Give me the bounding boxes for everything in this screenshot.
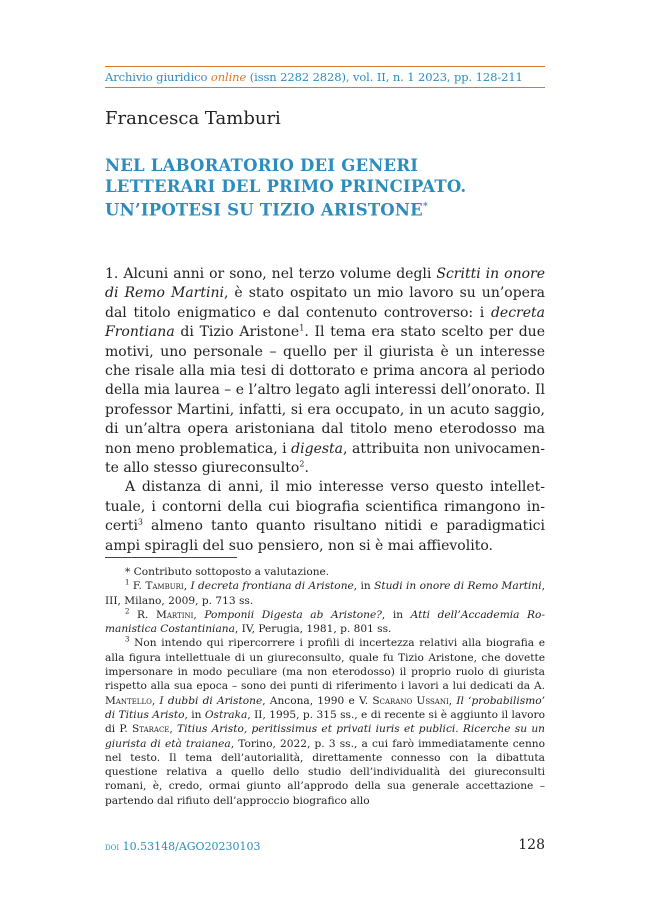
text-run: ,	[151, 694, 160, 707]
text-run: , in	[353, 580, 375, 593]
footnote-2	[105, 608, 545, 637]
article-title	[105, 155, 545, 221]
paragraph-1	[105, 265, 545, 478]
journal-issue: (issn 2282 2828), vol. II, n. 1 2023, pp. 128-211	[246, 70, 523, 84]
footnote-number: 2	[125, 607, 130, 616]
text-run: F.	[129, 580, 146, 593]
text-run: almeno tanto quanto risultano nitidi e paradigmatici ampi spiragli del suo pensiero, non si è mai affievolito.	[105, 518, 545, 554]
text-run: ,	[448, 694, 457, 707]
text-run: . Il tema era stato scelto per due motivi, uno personale – quello per il giurista è un interesse che risale alla mia tesi di dottorato e prima ancora al periodo della mia laurea – e l’altro legato agli interessi dell’onorato. Il professor Martini, infatti, si era occupato, in un acuto saggio, di un’altra opera aristoniana dal titolo meno eterodosso ma non meno problematica, i	[105, 324, 545, 457]
footnote-star	[105, 565, 545, 579]
text-run: .	[304, 460, 309, 477]
author-name: Francesca Tamburi	[105, 108, 281, 129]
header-bottom-rule	[105, 87, 545, 88]
text-run: R.	[129, 608, 156, 621]
paragraph-2	[105, 478, 545, 556]
title-line-3: UN’IPOTESI SU TIZIO ARISTONE	[105, 200, 423, 220]
author-smallcaps: Tamburi	[145, 580, 184, 593]
text-run-italic: decreta Frontiana	[105, 304, 545, 341]
text-run-italic: Scritti in onore di Remo Martini	[105, 266, 545, 302]
title-line-1: NEL LABORATORIO DEI GENERI	[105, 156, 419, 175]
text-run: , II, 1995, p. 315 ss., e di recente si è aggiunto il lavoro di P.	[105, 708, 545, 736]
text-run-italic: Il ‘probabilismo’ di Titius Aristo	[105, 694, 545, 721]
text-run-italic: Ostraka	[204, 708, 248, 721]
footnote-number: 1	[125, 578, 130, 587]
footnote-ref-2[interactable]: 2	[299, 459, 305, 469]
text-run: ,	[169, 723, 178, 736]
footnote-number: 3	[125, 635, 130, 644]
article-body	[105, 265, 545, 556]
doi-value: 10.53148/AGO20230103	[119, 840, 261, 853]
journal-online: online	[210, 70, 247, 84]
text-run: , in	[184, 708, 205, 721]
doi-link[interactable]	[105, 840, 261, 853]
text-run-italic: I dubbi di Aristone	[159, 694, 263, 707]
text-run: , Ancona, 1990 e V.	[262, 694, 373, 707]
footnote-3	[105, 636, 545, 808]
text-run: , è stato ospitato un mio lavoro su un’opera dal titolo enigmatico e dal contenuto controverso: i	[105, 285, 545, 321]
text-run: , Torino, 2022, p. 3 ss., a cui farò immediatamente cenno nel testo. Il tema dell’autorialità, direttamente connesso con la dibattuta questione relativa a quello dello studio dell’individualità dei giureconsulti romani, è, credo, ormai giunto all’approdo della sua generale accettazione – partendo dal rifiuto dell’approccio biografico allo	[105, 737, 545, 807]
text-run: ,	[193, 608, 205, 621]
footnotes	[105, 565, 545, 808]
author-smallcaps: Mantello	[105, 694, 152, 707]
footnote-mark: *	[125, 566, 131, 578]
doi-label: doi	[105, 842, 120, 853]
footnote-text: Contributo sottoposto a valutazione.	[130, 566, 330, 578]
text-run: , in	[381, 608, 411, 621]
footnote-ref-3[interactable]: 3	[137, 517, 144, 527]
text-run-italic: Studi in onore di Remo Martini	[374, 580, 542, 593]
text-run: , attribuita non univocamente allo stesso giureconsulto	[105, 440, 546, 477]
author-smallcaps: Starace	[132, 723, 170, 736]
text-run: Non intendo qui ripercorrere i profili di incertezza relativi alla biografia e alla figura intellettuale di un giureconsulto, quale fu Tizio Aristone, che dovette impersonare in modo peculiare (ma non eterodosso) il proprio ruolo di giurista rispetto alla sua epoca – sono dei punti di riferimento i lavori a lui dedicati da A.	[105, 637, 545, 693]
author-smallcaps: Scarano Ussani	[372, 694, 449, 707]
journal-citation	[105, 70, 545, 84]
text-run: 1. Alcuni anni or sono, nel terzo volume degli	[105, 266, 437, 282]
footnote-1	[105, 579, 545, 608]
text-run: di Tizio Aristone	[174, 324, 300, 341]
footnote-ref-1[interactable]: 1	[299, 323, 305, 333]
journal-name: Archivio giuridico	[105, 70, 211, 84]
author-smallcaps: Martini	[155, 608, 194, 621]
title-note-mark: *	[422, 202, 428, 212]
title-line-2: LETTERARI DEL PRIMO PRINCIPATO.	[105, 177, 467, 196]
text-run: A distanza di anni, il mio interesse verso questo intellettuale, i contorni della cui biografia scientifica rimangono incerti	[105, 479, 545, 535]
text-run-italic: I decreta frontiana di Aristone	[190, 580, 354, 593]
text-run: ,	[183, 580, 191, 593]
text-run: , III, Milano, 2009, p. 713 ss.	[105, 580, 545, 607]
text-run-italic: Atti dell’Accademia Romanistica Costantiniana	[105, 608, 545, 636]
text-run-italic: Titius Aristo, peritissimus et privati iuris et publici. Ricerche su un giurista di età traianea	[105, 723, 545, 750]
text-run-italic: Pomponii Digesta ab Aristone?	[204, 608, 382, 621]
header-top-rule	[105, 66, 545, 67]
text-run-italic: digesta	[291, 440, 344, 457]
page-number: 128	[518, 837, 545, 853]
footnote-separator	[105, 557, 237, 558]
text-run: , IV, Perugia, 1981, p. 801 ss.	[234, 623, 392, 636]
